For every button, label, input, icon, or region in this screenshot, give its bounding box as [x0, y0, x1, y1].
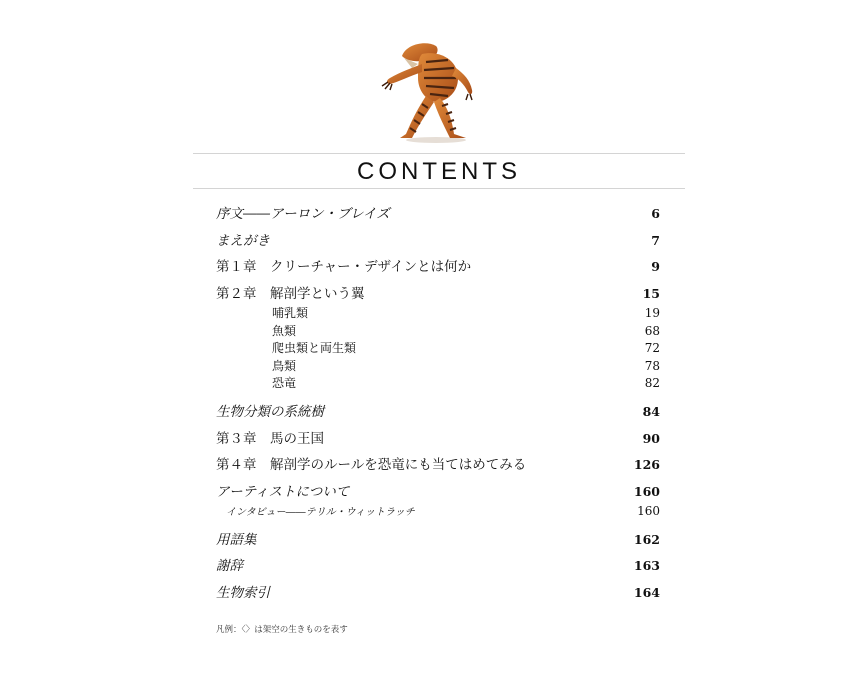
page-title: CONTENTS: [357, 158, 521, 185]
toc-entry-title: 第１章 クリーチャー・デザインとは何か: [216, 259, 472, 275]
toc-entry-about-artist: [216, 480, 660, 500]
toc-entry-chapter-4: [216, 453, 660, 473]
toc-entry-reptiles: [216, 339, 660, 356]
toc-entry-title: 生物索引: [216, 585, 270, 601]
toc-entry-interview: [216, 503, 660, 518]
toc-entry-page: 160: [637, 504, 660, 518]
toc-entry-acknowledgments: [216, 554, 660, 574]
toc-entry-title: アーティストについて: [216, 484, 350, 500]
toc-entry-title: インタビュー――テリル・ウィットラッチ: [226, 507, 415, 518]
toc-entry-title: 恐竜: [272, 376, 297, 390]
toc-entry-page: 90: [642, 431, 660, 446]
toc-entry-title: まえがき: [216, 233, 270, 249]
toc-entry-foreword: [216, 229, 660, 249]
toc-entry-page: 126: [633, 457, 660, 472]
toc-entry-page: 19: [644, 306, 660, 320]
toc-entry-page: 164: [633, 585, 660, 600]
toc-entry-title: 鳥類: [272, 359, 297, 373]
toc-entry-page: 163: [633, 558, 660, 573]
toc-entry-page: 84: [642, 404, 660, 419]
toc-entry-page: 72: [644, 341, 660, 355]
toc-entry-page: 160: [633, 484, 660, 499]
toc-entry-page: 7: [651, 233, 660, 248]
toc-entry-glossary: [216, 528, 660, 548]
toc-entry-title: 生物分類の系統樹: [216, 404, 324, 420]
toc-entry-birds: [216, 357, 660, 374]
toc-entry-fish: [216, 322, 660, 339]
top-divider: [193, 153, 685, 154]
toc-entry-chapter-1: [216, 255, 660, 275]
toc-entry-mammals: [216, 304, 660, 321]
toc-entry-dinosaurs: [216, 374, 660, 391]
toc-entry-title: 魚類: [272, 324, 297, 338]
creature-illustration: [378, 38, 482, 146]
toc-entry-index: [216, 581, 660, 601]
toc-entry-page: 82: [644, 376, 660, 390]
toc-entry-preface: [216, 202, 660, 222]
toc-entry-phylogeny: [216, 400, 660, 420]
toc-entry-page: 162: [633, 532, 660, 547]
toc-entry-page: 9: [651, 259, 660, 274]
toc-entry-chapter-2: [216, 282, 660, 302]
toc-entry-chapter-3: [216, 427, 660, 447]
toc-entry-title: 第３章 馬の王国: [216, 431, 324, 447]
toc-entry-title: 謝辞: [216, 558, 243, 574]
toc-entry-page: 78: [644, 359, 660, 373]
legend-note: 凡例：〈〉は架空の生きものを表す: [216, 625, 348, 635]
toc-entry-page: 15: [642, 286, 660, 301]
toc-entry-title: 用語集: [216, 532, 257, 548]
bottom-divider: [193, 188, 685, 189]
toc-entry-title: 哺乳類: [272, 306, 309, 320]
toc-entry-title: 爬虫類と両生類: [272, 341, 357, 355]
toc-entry-title: 第２章 解剖学という翼: [216, 286, 365, 302]
toc-entry-page: 68: [644, 324, 660, 338]
toc-entry-page: 6: [651, 206, 660, 221]
toc-entry-title: 第４章 解剖学のルールを恐竜にも当てはめてみる: [216, 457, 527, 473]
toc-entry-title: 序文――アーロン・ブレイズ: [216, 206, 390, 222]
